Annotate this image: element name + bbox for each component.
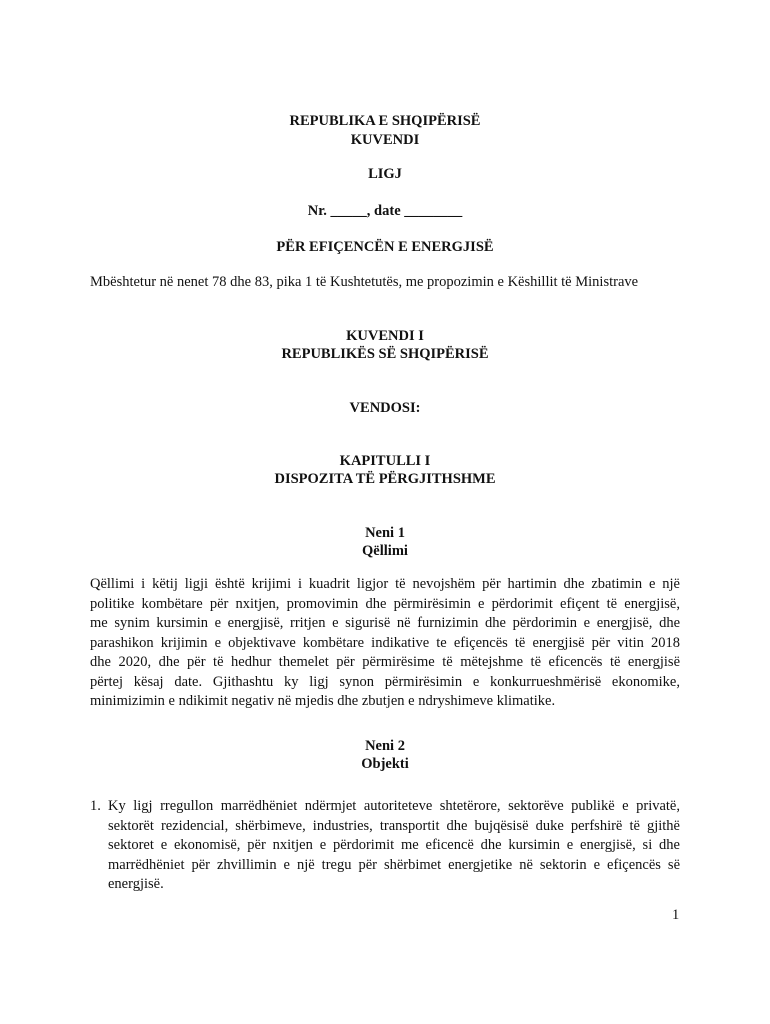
list-item-number: 1.: [90, 798, 101, 814]
article2-line: energjisë.: [108, 876, 164, 892]
article1-line: politike kombëtare për nxitjen, promovimin dhe përmirësimin e përdorimit efiçent të energjisë,: [90, 595, 680, 612]
article2-line: marrëdhëniet për zhvillimin e një tregu për shërbimet energjetike në sektorin e efiçencës së: [108, 856, 680, 873]
decision-heading: VENDOSI:: [349, 400, 421, 416]
republic-heading: REPUBLIKA E SHQIPËRISË: [289, 113, 481, 129]
article2-line: sektorët rezidencial, shërbimeve, industries, transportit dhe bujqësisë duke perfshirë të gjithë: [108, 817, 680, 834]
chapter-number: KAPITULLI I: [339, 453, 431, 469]
article1-line: me synim kursimin e energjisë, rritjen e sigurisë në furnizimin dhe përdorimin e energjisë, dhe: [90, 615, 680, 631]
chapter-title: DISPOZITA TË PËRGJITHSHME: [274, 471, 496, 487]
article1-paragraph: [90, 575, 680, 712]
article1-title: Qëllimi: [362, 543, 408, 559]
article1-line: Qëllimi i këtij ligji është krijimi i kuadrit ligjor të nevojshëm për hartimin dhe zbatimin e një: [90, 576, 680, 592]
law-number-line: Nr. _____, date ________: [307, 203, 463, 219]
article2-number: Neni 2: [365, 738, 405, 754]
assembly-block-line2: REPUBLIKËS SË SHQIPËRISË: [281, 346, 489, 362]
article1-line: përtej kësaj date. Gjithashtu ky ligj synon përmirësimin e konkurrueshmërisë ekonomike,: [90, 673, 680, 690]
assembly-heading: KUVENDI: [350, 132, 420, 148]
assembly-block-line1: KUVENDI I: [346, 328, 424, 344]
article1-number: Neni 1: [365, 525, 405, 541]
law-title: PËR EFIÇENCËN E ENERGJISË: [276, 239, 494, 255]
page-number: 1: [672, 907, 680, 923]
article2-line: Ky ligj rregullon marrëdhëniet ndërmjet autoriteteve shtetërore, sektorëve publikë e privatë,: [108, 798, 680, 814]
doc-type-heading: LIGJ: [368, 166, 402, 182]
article1-line: parashikon krijimin e objektivave kombëtare indikative te efiçencës të energjisë për vitin 2018: [90, 634, 680, 651]
list-item-body: [108, 797, 680, 895]
article2-title: Objekti: [361, 756, 409, 772]
article2-line: sektoret e ekonomisë, për nxitjen e përdorimit me eficencë dhe kursimin e energjisë, si dhe: [108, 837, 680, 853]
article1-line: minimizimin e ndikimit negativ në mjedis dhe zbutjen e ndryshimeve klimatike.: [90, 693, 556, 709]
preamble-text: Mbështetur në nenet 78 dhe 83, pika 1 të Kushtetutës, me propozimin e Këshillit të Ministrave: [90, 274, 639, 290]
article1-line: dhe 2020, dhe për të hedhur themelet për përmirësime të mëtejshme të eficencës të energjisë: [90, 654, 680, 670]
article2-list-item: [90, 797, 680, 897]
